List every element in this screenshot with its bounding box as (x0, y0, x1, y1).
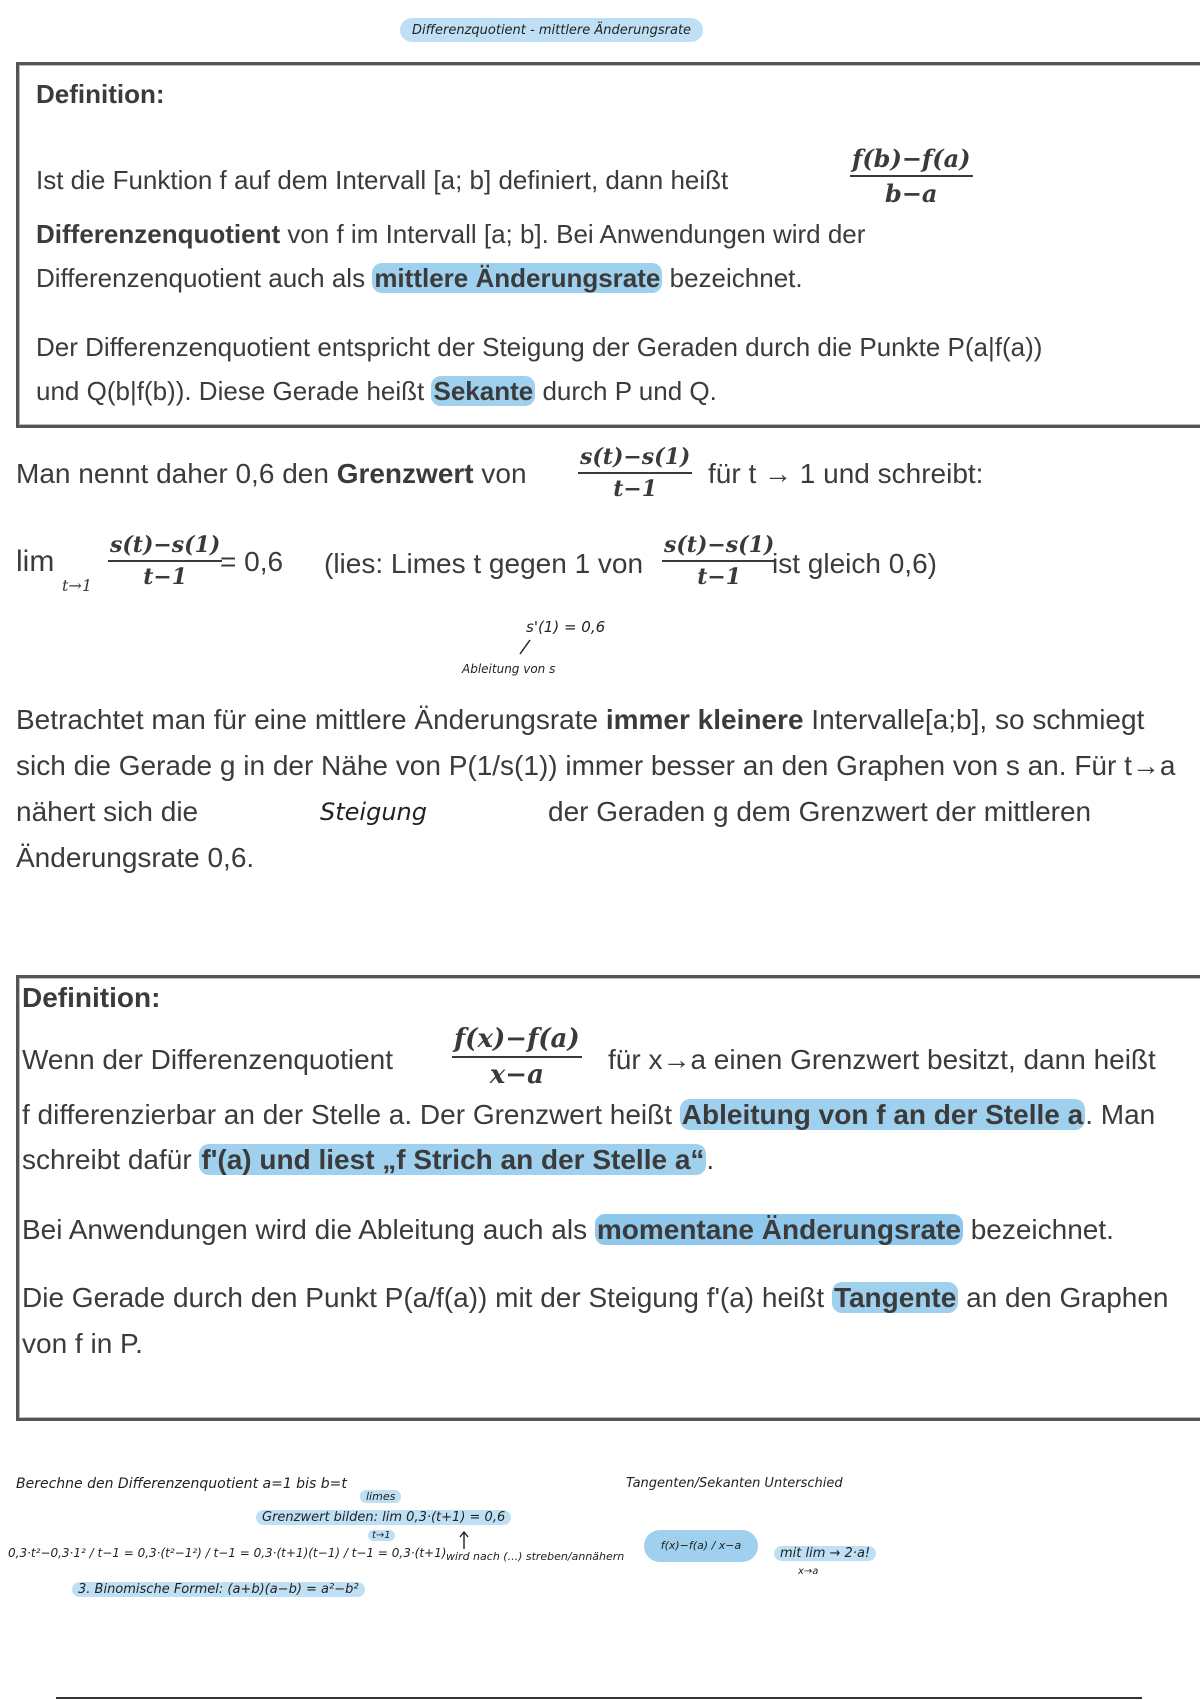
highlight-f-strich: f'(a) und liest „f Strich an der Stelle a“ (201, 1144, 705, 1175)
page-header (400, 18, 703, 42)
limit-formula-lim: lim (16, 545, 55, 578)
limit-formula-reading-end: ist gleich 0,6) (772, 548, 937, 579)
note-tangent-limit: mit lim → 2·a! (774, 1546, 876, 1561)
limit-intro-end: für t → 1 und schreibt: (708, 458, 984, 489)
note-calculation: 0,3·t²−0,3·1² / t−1 = 0,3·(t²−1²) / t−1 = 0,3·(t+1)(t−1) / t−1 = 0,3·(t+1) (8, 1546, 447, 1560)
note-tangent-fraction: f(x)−f(a) / x−a (644, 1530, 758, 1562)
annotation-derivative-label: Ableitung von s (462, 662, 556, 676)
note-up-arrow-icon (458, 1530, 470, 1550)
highlight-ableitung: Ableitung von f an der Stelle a (681, 1099, 1084, 1130)
limit-intro-fraction: $\frac{s(t)-s(1)}{t-1}$ (580, 444, 691, 502)
paragraph-line-4: Änderungsrate 0,6. (16, 842, 255, 873)
limit-formula-fraction: $\frac{s(t)-s(1)}{t-1}$ (110, 532, 221, 590)
definition-1-label: Definition: (36, 79, 165, 109)
note-binomial: 3. Binomische Formel: (a+b)(a−b) = a²−b² (72, 1582, 365, 1597)
header-title: Differenzquotient - mittlere Änderungsrate (412, 23, 692, 38)
definition-1-line-3: Differenzenquotient auch als mittlere Änderungsrate bezeichnet. (36, 263, 803, 293)
highlight-momentane-aenderungsrate: momentane Änderungsrate (596, 1214, 961, 1245)
limit-intro: Man nennt daher 0,6 den Grenzwert von (16, 458, 527, 489)
note-arrow-explanation: wird nach (...) streben/annähern (446, 1550, 625, 1563)
paragraph-handwritten-steigung: Steigung (320, 798, 427, 826)
definition-2-line-1-post: für x→a einen Grenzwert besitzt, dann heißt (608, 1044, 1156, 1075)
note-tangent-limit-sub: x→a (798, 1566, 819, 1577)
paragraph-line-1: Betrachtet man für eine mittlere Änderungsrate immer kleinere Intervalle[a;b], so schmiegt (16, 704, 1145, 735)
definition-2-para-3-line-2: von f in P. (22, 1328, 143, 1359)
note-limes-tag: limes (360, 1490, 401, 1503)
note-tangent-title: Tangenten/Sekanten Unterschied (626, 1476, 843, 1491)
definition-2-para-3-line-1: Die Gerade durch den Punkt P(a/f(a)) mit der Steigung f'(a) heißt Tangente an den Graphen (22, 1282, 1169, 1313)
definition-1-para-2-line-1: Der Differenzenquotient entspricht der Steigung der Geraden durch die Punkte P(a|f(a)) (36, 332, 1043, 362)
highlight-mittlere-aenderungsrate: mittlere Änderungsrate (374, 263, 661, 293)
note-limit-sub: t→1 (368, 1530, 395, 1541)
note-task: Berechne den Differenzenquotient a=1 bis b=t (16, 1476, 347, 1492)
paragraph-line-3-pre: nähert sich die (16, 796, 199, 827)
definition-1-fraction: $\frac{f(b)-f(a)}{b-a}$ (852, 144, 971, 208)
definition-1-line-2: Differenzenquotient von f im Intervall [a; b]. Bei Anwendungen wird der (36, 219, 866, 249)
note-limit-step: Grenzwert bilden: lim 0,3·(t+1) = 0,6 (256, 1510, 511, 1525)
definition-2-fraction: $\frac{f(x)-f(a)}{x-a}$ (454, 1024, 580, 1090)
limit-formula-equals: = 0,6 (220, 546, 284, 577)
definition-1-line-1: Ist die Funktion f auf dem Intervall [a; b] definiert, dann heißt (36, 165, 729, 195)
annotation-stroke (518, 638, 532, 656)
highlight-sekante: Sekante (433, 376, 534, 406)
limit-formula-fraction-2: $\frac{s(t)-s(1)}{t-1}$ (664, 532, 775, 590)
limit-formula-reading: (lies: Limes t gegen 1 von (324, 548, 644, 579)
definition-2-line-2: f differenzierbar an der Stelle a. Der Grenzwert heißt Ableitung von f an der Stelle a. Man (22, 1099, 1156, 1130)
annotation-derivative: s'(1) = 0,6 (526, 618, 606, 636)
definition-2-label: Definition: (22, 982, 161, 1013)
definition-2-line-1-pre: Wenn der Differenzenquotient (22, 1044, 393, 1075)
definition-1-para-2-line-2: und Q(b|f(b)). Diese Gerade heißt Sekante durch P und Q. (36, 376, 717, 406)
definition-2-line-3: schreibt dafür f'(a) und liest „f Strich an der Stelle a“. (22, 1144, 715, 1175)
bottom-divider (56, 1697, 1142, 1699)
paragraph-line-3-post: der Geraden g dem Grenzwert der mittleren (548, 796, 1092, 827)
definition-2-para-2: Bei Anwendungen wird die Ableitung auch als momentane Änderungsrate bezeichnet. (22, 1214, 1114, 1245)
paragraph-line-2: sich die Gerade g in der Nähe von P(1/s(1)) immer besser an den Graphen von s an. Für t→a (16, 750, 1176, 781)
highlight-tangente: Tangente (833, 1282, 957, 1313)
limit-formula-sub: t→1 (62, 576, 93, 595)
